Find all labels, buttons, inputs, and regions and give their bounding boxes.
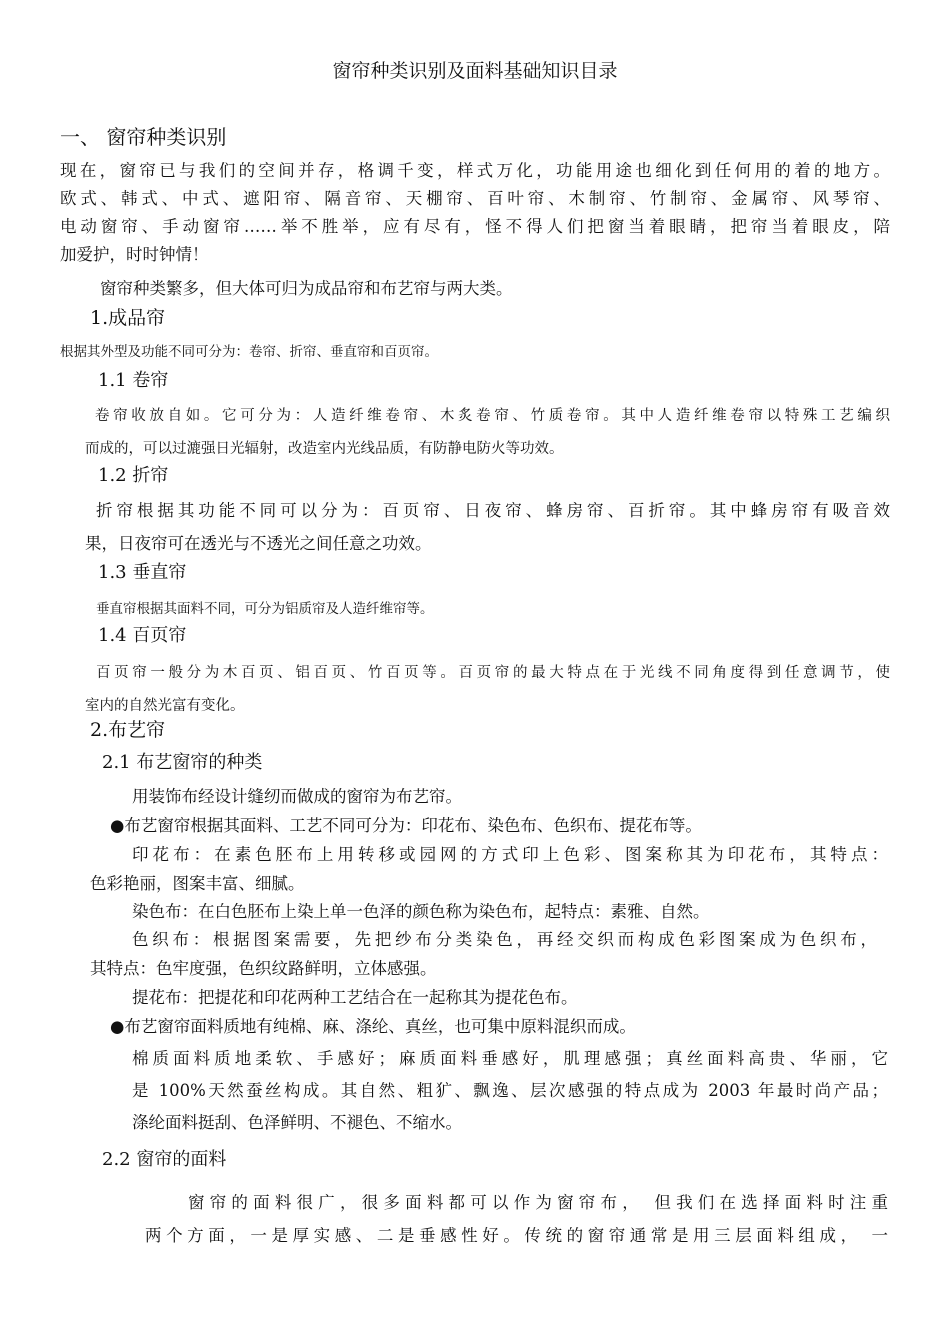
folding-blinds-line-1: 折帘根据其功能不同可以分为：百页帘、日夜帘、蜂房帘、百折帘。其中蜂房帘有吸音效 xyxy=(96,501,890,520)
heading-finished-curtains: 1.成品帘 xyxy=(90,307,166,329)
materials-line-2: 是 100%天然蚕丝构成。其自然、粗犷、飘逸、层次感强的特点成为 2003 年最时尚产品； xyxy=(132,1081,888,1100)
yarn-dyed-fabric-line-1: 色织布：根据图案需要，先把纱布分类染色，再经交织而构成色彩图案成为色织布， xyxy=(132,930,877,949)
printed-fabric-line-2: 色彩艳丽，图案丰富、细腻。 xyxy=(90,874,305,893)
heading-fabric-curtains: 2.布艺帘 xyxy=(90,719,166,741)
printed-fabric-line-1: 印花布：在素色胚布上用转移或园网的方式印上色彩、图案称其为印花布，其特点： xyxy=(132,845,888,864)
heading-folding-blinds: 1.2 折帘 xyxy=(98,465,169,486)
intro-line-3: 电动窗帘、手动窗帘……举不胜举，应有尽有，怪不得人们把窗当着眼睛，把帘当着眼皮，陪 xyxy=(60,217,890,236)
intro-line-2: 欧式、韩式、中式、遮阳帘、隔音帘、天棚帘、百叶帘、木制帘、竹制帘、金属帘、风琴帘、 xyxy=(60,189,890,208)
heading-roller-blinds: 1.1 卷帘 xyxy=(98,370,169,391)
heading-venetian-blinds: 1.4 百页帘 xyxy=(98,625,187,646)
dyed-fabric-line: 染色布：在白色胚布上染上单一色泽的颜色称为染色布，起特点：素雅、自然。 xyxy=(132,902,710,921)
heading-vertical-blinds: 1.3 垂直帘 xyxy=(98,562,187,583)
heading-fabric-curtain-types: 2.1 布艺窗帘的种类 xyxy=(102,752,263,773)
bullet-fabric-materials: ●布艺窗帘面料质地有纯棉、麻、涤纶、真丝，也可集中原料混织而成。 xyxy=(110,1017,636,1036)
venetian-blinds-line-2: 室内的自然光富有变化。 xyxy=(85,698,245,714)
intro-summary: 窗帘种类繁多，但大体可归为成品帘和布艺帘与两大类。 xyxy=(100,279,513,298)
curtain-fabrics-line-2: 两个方面，一是厚实感、二是垂感性好。传统的窗帘通常是用三层面料组成， 一 xyxy=(145,1226,888,1245)
roller-blinds-line-1: 卷帘收放自如。它可分为：人造纤维卷帘、木炙卷帘、竹质卷帘。其中人造纤维卷帘以特殊工艺编织 xyxy=(95,408,890,424)
venetian-blinds-line-1: 百页帘一般分为木百页、铝百页、竹百页等。百页帘的最大特点在于光线不同角度得到任意调节，使 xyxy=(96,665,890,681)
vertical-blinds-line-1: 垂直帘根据其面料不同，可分为铝质帘及人造纤维帘等。 xyxy=(96,601,434,617)
document-title: 窗帘种类识别及面料基础知识目录 xyxy=(332,60,618,82)
intro-line-1: 现在，窗帘已与我们的空间并存，格调千变，样式万化，功能用途也细化到任何用的着的地方。 xyxy=(60,161,890,180)
materials-line-3: 涤纶面料挺刮、色泽鲜明、不褪色、不缩水。 xyxy=(132,1113,462,1132)
finished-curtains-desc: 根据其外型及功能不同可分为：卷帘、折帘、垂直帘和百页帘。 xyxy=(60,344,438,360)
intro-line-4: 加爱护，时时钟情！ xyxy=(60,245,209,264)
bullet-fabric-types: ●布艺窗帘根据其面料、工艺不同可分为：印花布、染色布、色织布、提花布等。 xyxy=(110,816,702,835)
section-heading-curtain-types: 一、 窗帘种类识别 xyxy=(60,125,227,149)
yarn-dyed-fabric-line-2: 其特点：色牢度强，色织纹路鲜明，立体感强。 xyxy=(90,959,437,978)
heading-curtain-fabrics: 2.2 窗帘的面料 xyxy=(102,1149,227,1170)
jacquard-fabric-line: 提花布：把提花和印花两种工艺结合在一起称其为提花色布。 xyxy=(132,988,578,1007)
materials-line-1: 棉质面料质地柔软、手感好；麻质面料垂感好，肌理感强；真丝面料高贵、华丽，它 xyxy=(132,1049,888,1068)
curtain-fabrics-line-1: 窗帘的面料很广，很多面料都可以作为窗帘布， 但我们在选择面料时注重 xyxy=(188,1193,888,1212)
folding-blinds-line-2: 果，日夜帘可在透光与不透光之间任意之功效。 xyxy=(85,534,432,553)
fabric-curtain-definition: 用装饰布经设计缝纫而做成的窗帘为布艺帘。 xyxy=(132,787,462,806)
roller-blinds-line-2: 而成的，可以过漉强日光辐射，改造室内光线品质，有防静电防火等功效。 xyxy=(85,441,564,457)
